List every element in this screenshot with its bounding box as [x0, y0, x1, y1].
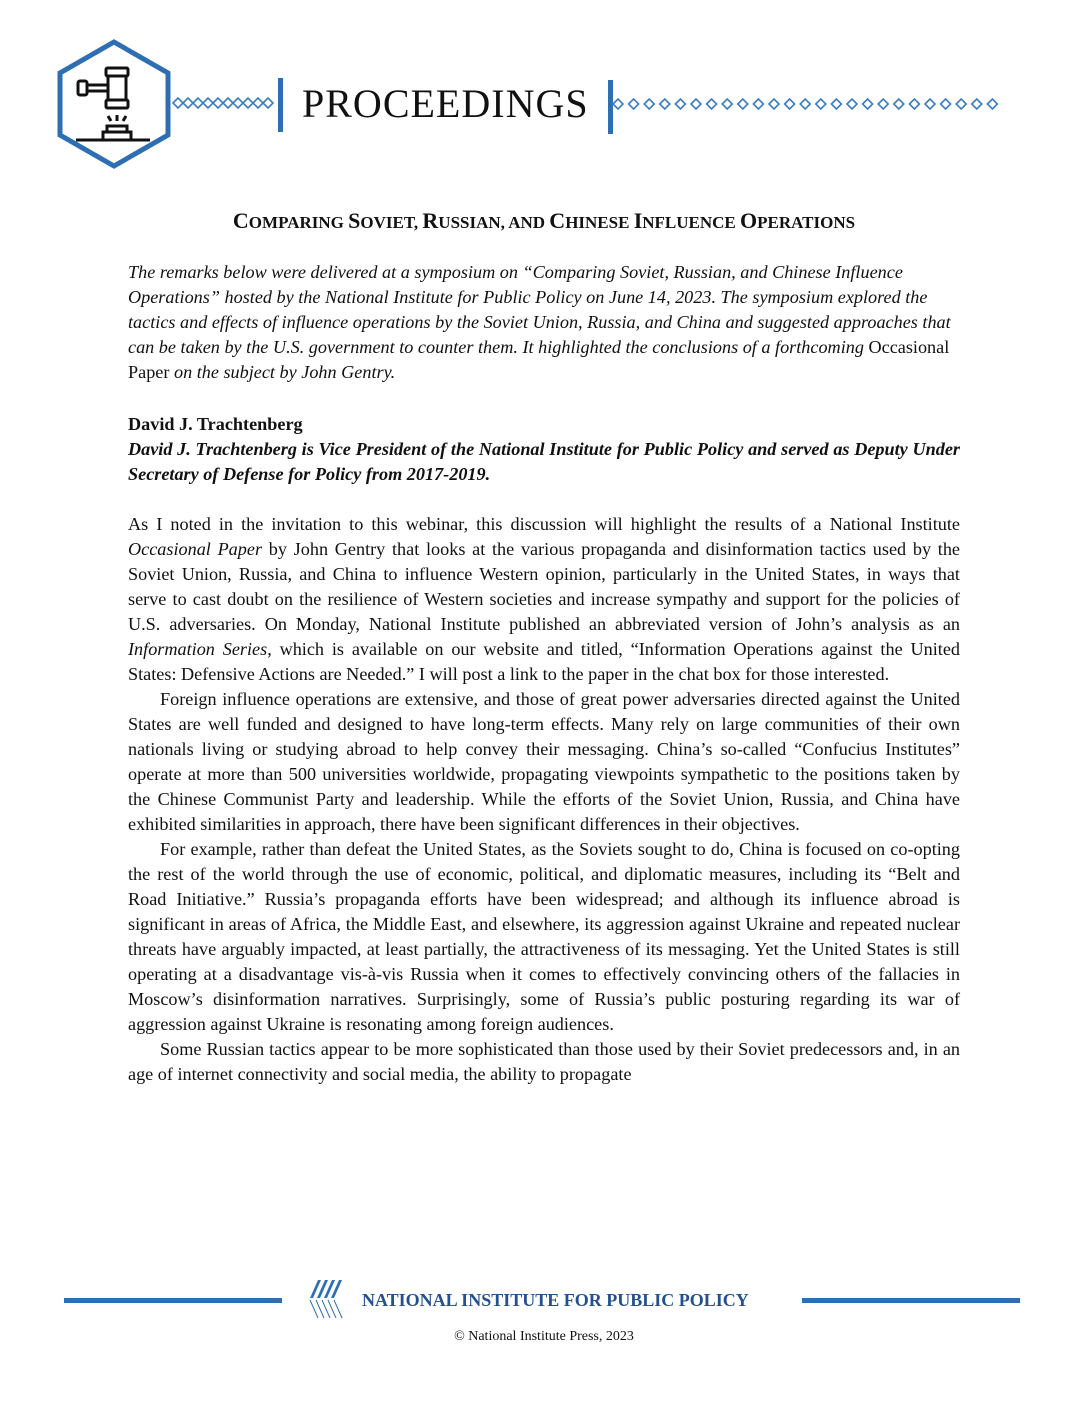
chain-diamond	[769, 99, 779, 109]
speaker-bio: David J. Trachtenberg is Vice President of the National Institute for Public Policy and served as Deputy Under Secretary of Defense for Policy from 2017-2019.	[128, 439, 960, 484]
chain-diamond	[800, 99, 810, 109]
chain-diamond	[263, 98, 273, 108]
decorative-chain-left	[172, 96, 276, 110]
chain-diamond	[847, 99, 857, 109]
body-paragraph: For example, rather than defeat the United States, as the Soviets sought to do, China is focused on co-opting the rest of the world through the use of economic, political, and diplomatic measures, including its “Belt and Road Initiative.” Russia’s propaganda efforts have been widespread; and although its influence abroad is significant in areas of Africa, the Middle East, and elsewhere, its aggression against Ukraine and repeated nuclear threats have arguably impacted, at least partially, the attractiveness of its messaging. Yet the United States is still operating at a disadvantage vis-à-vis Russia when it comes to effectively convincing others of the fallacies in Moscow’s disinformation narratives. Surprisingly, some of Russia’s public posturing regarding its war of aggression against Ukraine is resonating among foreign audiences.	[128, 839, 960, 1034]
chain-diamond	[722, 99, 732, 109]
title-part: OPERATIONS	[740, 208, 856, 233]
chain-diamond	[909, 99, 919, 109]
chain-diamond	[183, 98, 193, 108]
intro-paragraph: The remarks below were delivered at a symposium on “Comparing Soviet, Russian, and Chinese Influence Operations” hosted by the National Institute for Public Policy on June 14, 2023. The symposium explored the tactics and effects of influence operations by the Soviet Union, Russia, and China and suggested approaches that can be taken by the U.S. government to counter them. It highlighted the conclusions of a forthcoming Occasional Paper on the subject by John Gentry.	[128, 262, 951, 382]
chain-diamond	[613, 99, 623, 109]
chain-diamond	[785, 99, 795, 109]
chain-diamond	[629, 99, 639, 109]
chain-diamond	[925, 99, 935, 109]
chain-diamond	[816, 99, 826, 109]
chain-diamond	[253, 98, 263, 108]
chain-diamond	[941, 99, 951, 109]
chain-diamond	[173, 98, 183, 108]
chain-diamond	[753, 99, 763, 109]
title-part: RUSSIAN, AND	[422, 208, 550, 233]
chain-diamond	[233, 98, 243, 108]
gavel-icon	[54, 38, 174, 170]
nipp-logo-icon	[302, 1278, 356, 1320]
footer-rule-right	[802, 1298, 1020, 1303]
title-part: COMPARING	[232, 208, 349, 233]
chain-diamond	[213, 98, 223, 108]
chain-diamond	[675, 99, 685, 109]
body-paragraph: Some Russian tactics appear to be more sophisticated than those used by their Soviet predecessors and, in an age of internet connectivity and social media, the ability to propagate	[128, 1039, 960, 1084]
chain-diamond	[894, 99, 904, 109]
chain-diamond	[878, 99, 888, 109]
title-part: CHINESE	[549, 208, 634, 233]
copyright-notice: © National Institute Press, 2023	[454, 1329, 634, 1344]
chain-diamond	[203, 98, 213, 108]
document-title	[0, 208, 1088, 234]
footer-organization-name: NATIONAL INSTITUTE FOR PUBLIC POLICY	[362, 1290, 749, 1310]
chain-diamond	[707, 99, 717, 109]
body-paragraph: Foreign influence operations are extensive, and those of great power adversaries directed against the United States are well funded and designed to have long-term effects. Many rely on large communities of their own nationals living or studying abroad to help convey their messaging. China’s so-called “Confucius Institutes” operate at more than 500 universities worldwide, propagating viewpoints sympathetic to the positions taken by the Chinese Communist Party and leadership. While the efforts of the Soviet Union, Russia, and China have exhibited similarities in approach, there have been significant differences in their objectives.	[128, 689, 960, 834]
header-divider-left	[278, 78, 283, 132]
chain-diamond	[972, 99, 982, 109]
chain-diamond	[831, 99, 841, 109]
title-part: INFLUENCE	[633, 208, 741, 233]
chain-diamond	[956, 99, 966, 109]
body-paragraph: As I noted in the invitation to this webinar, this discussion will highlight the results of a National Institute Occasional Paper by John Gentry that looks at the various propaganda and disinformation tactics used by the Soviet Union, Russia, and China to influence Western opinion, particularly in the United States, in ways that serve to cast doubt on the resilience of Western societies and increase sympathy and support for the policies of U.S. adversaries. On Monday, National Institute published an abbreviated version of John’s analysis as an Information Series, which is available on our website and titled, “Information Operations against the United States: Defensive Actions are Needed.” I will post a link to the paper in the chat box for those interested.	[128, 514, 960, 684]
title-part: SOVIET,	[348, 208, 423, 233]
chain-diamond	[223, 98, 233, 108]
decorative-chain-right	[612, 97, 1012, 111]
chain-diamond	[660, 99, 670, 109]
chain-diamond	[863, 99, 873, 109]
chain-diamond	[243, 98, 253, 108]
chain-diamond	[691, 99, 701, 109]
section-label: PROCEEDINGS	[302, 81, 589, 126]
page-header	[0, 0, 1088, 180]
chain-diamond	[644, 99, 654, 109]
chain-diamond	[738, 99, 748, 109]
chain-diamond	[193, 98, 203, 108]
footer-rule-left	[64, 1298, 282, 1303]
speaker-name: David J. Trachtenberg	[128, 414, 303, 434]
body-text	[128, 512, 960, 1087]
chain-diamond	[987, 99, 997, 109]
